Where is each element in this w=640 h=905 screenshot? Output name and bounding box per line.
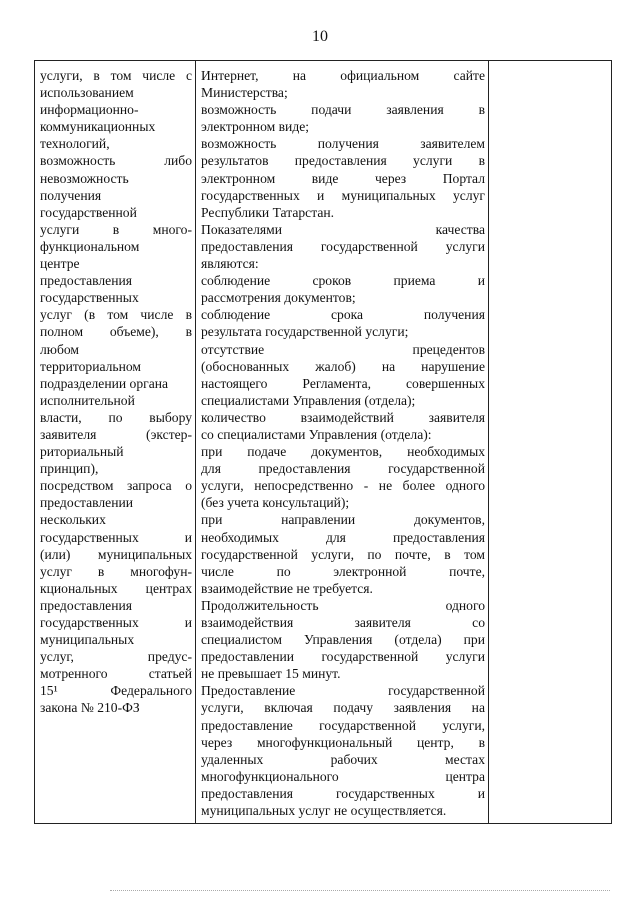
text-line: через многофункциональный центр, в	[201, 734, 485, 750]
text-line: соблюдение срока получения	[201, 307, 485, 323]
text-line: результатов предоставления услуги в	[201, 153, 485, 169]
description-text	[196, 61, 488, 819]
text-line: (обоснованных жалоб) на нарушение	[201, 358, 485, 374]
text-line: специалистом Управления (отдела) при	[201, 632, 485, 648]
text-line: исполнительной	[40, 392, 135, 408]
text-line: Предоставление государственной	[201, 683, 485, 699]
text-line: предоставлении	[40, 495, 134, 511]
text-line: услуг, предус-	[40, 649, 192, 665]
text-line: технологий,	[40, 136, 110, 152]
scan-artifacts	[110, 886, 610, 891]
table-row	[35, 61, 612, 824]
criteria-text	[35, 61, 195, 717]
text-line: подразделении органа	[40, 375, 169, 391]
text-line: являются:	[201, 256, 259, 272]
text-line: власти, по выбору	[40, 409, 192, 425]
text-line: государственных и муниципальных услуг	[201, 187, 485, 203]
text-line: государственных и	[40, 529, 192, 545]
text-line: многофункционального центра	[201, 768, 485, 784]
text-line: соблюдение сроков приема и	[201, 273, 485, 289]
text-line: необходимых для предоставления	[201, 529, 485, 545]
text-line: муниципальных услуг не осуществляется.	[201, 803, 447, 819]
text-line: удаленных рабочих местах	[201, 751, 485, 767]
text-line: посредством запроса о	[40, 478, 192, 494]
text-line: возможность подачи заявления в	[201, 102, 485, 118]
text-line: информационно-	[40, 102, 139, 118]
text-line: услуги в много-	[40, 221, 192, 237]
text-line: предоставление государственной услуги,	[201, 717, 485, 733]
text-line: настоящего Регламента, совершенных	[201, 375, 485, 391]
text-line: Республики Татарстан.	[201, 204, 335, 220]
text-line: (или) муниципальных	[40, 546, 192, 562]
text-line: кциональных центрах	[40, 580, 192, 596]
text-line: нескольких	[40, 512, 106, 528]
text-line: возможность либо	[40, 153, 192, 169]
text-line: центре	[40, 256, 80, 272]
text-line: не превышает 15 минут.	[201, 666, 341, 682]
text-line: 15¹ Федерального	[40, 683, 192, 699]
text-line: при направлении документов,	[201, 512, 485, 528]
text-line: предоставления	[40, 273, 133, 289]
text-line: закона № 210-ФЗ	[40, 700, 140, 716]
text-line: услуг в многофун-	[40, 563, 192, 579]
text-line: возможность получения заявителем	[201, 136, 485, 152]
text-line: государственной	[40, 204, 137, 220]
text-line: государственных	[40, 290, 139, 306]
text-line: предоставлении государственной услуги	[201, 649, 485, 665]
cell-description	[196, 61, 489, 824]
text-line: риториальный	[40, 444, 124, 460]
text-line: муниципальных	[40, 632, 135, 648]
text-line: коммуникационных	[40, 119, 156, 135]
text-line: со специалистами Управления (отдела):	[201, 426, 432, 442]
text-line: при подаче документов, необходимых	[201, 444, 485, 460]
text-line: услуги, включая подачу заявления на	[201, 700, 485, 716]
text-line: государственных и	[40, 615, 192, 630]
text-line: услуги, непосредственно - не более одного	[201, 478, 485, 494]
cell-empty	[489, 61, 612, 824]
text-line: предоставления государственной услуги	[201, 238, 485, 254]
page-number: 10	[312, 28, 328, 45]
text-line: электронном виде через Портал	[201, 170, 485, 186]
text-line: государственной услуги, по почте, в том	[201, 546, 485, 562]
text-line: невозможность	[40, 170, 129, 186]
text-line: отсутствие прецедентов	[201, 341, 485, 357]
text-line: Интернет, на официальном сайте	[201, 68, 485, 83]
text-line: электронном виде;	[201, 119, 310, 135]
text-line: Продолжительность одного	[201, 597, 485, 613]
cell-criteria	[35, 61, 196, 824]
text-line: территориальном	[40, 358, 142, 374]
text-line: предоставления государственных и	[201, 785, 485, 801]
text-line: мотренного статьей	[40, 666, 192, 682]
document-table	[34, 60, 612, 824]
text-line: функциональном	[40, 238, 140, 254]
text-line: рассмотрения документов;	[201, 290, 356, 306]
text-line: специалистами Управления (отдела);	[201, 392, 416, 408]
text-line: заявителя (экстер-	[40, 426, 192, 442]
text-line: результата государственной услуги;	[201, 324, 409, 340]
text-line: Показателями качества	[201, 221, 485, 237]
text-line: принцип),	[40, 461, 99, 477]
text-line: взаимодействие не требуется.	[201, 580, 373, 596]
text-line: получения	[40, 187, 102, 203]
text-line: Министерства;	[201, 85, 288, 101]
text-line: (без учета консультаций);	[201, 495, 350, 511]
text-line: числе по электронной почте,	[201, 563, 485, 579]
text-line: полном объеме), в	[40, 324, 192, 340]
text-line: услуги, в том числе с	[40, 68, 192, 83]
text-line: количество взаимодействий заявителя	[201, 409, 485, 425]
text-line: услуг (в том числе в	[40, 307, 192, 323]
text-line: для предоставления государственной	[201, 461, 485, 477]
text-line: использованием	[40, 85, 134, 101]
text-line: взаимодействия заявителя со	[201, 615, 485, 630]
text-line: предоставления	[40, 597, 133, 613]
text-line: любом	[40, 341, 79, 357]
